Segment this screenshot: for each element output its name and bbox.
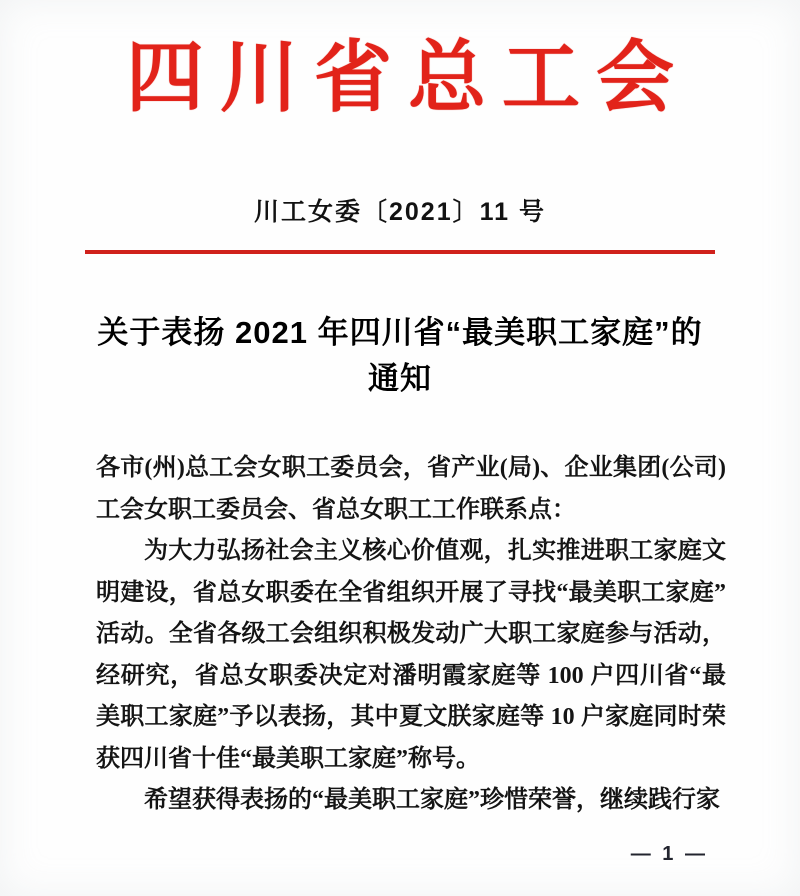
main-paragraph: 为大力弘扬社会主义核心价值观，扎实推进职工家庭文明建设，省总女职委在全省组织开展了寻找“最美职工家庭”活动。全省各级工会组织积极发动广大职工家庭参与活动，经研究，省总女职委决定对潘明霞家庭等 100 户四川省“最美职工家庭”予以表扬，其中夏文朕家庭等 10 户家庭同时荣获四川省十佳“最美职工家庭”称号。 — [96, 538, 726, 772]
document-title-line2: 通知 — [368, 361, 432, 396]
document-number: 川工女委〔2021〕11 号 — [254, 198, 546, 226]
document-body — [96, 448, 726, 822]
document-title-line1: 关于表扬 2021 年四川省“最美职工家庭”的 — [97, 315, 703, 350]
red-divider-line — [85, 250, 715, 254]
document-title — [0, 310, 800, 402]
page-number: — 1 — — [630, 843, 708, 865]
addressee-paragraph: 各市(州)总工会女职工委员会，省产业(局)、企业集团(公司)工会女职工委员会、省总女职工工作联系点： — [96, 455, 726, 523]
closing-paragraph: 希望获得表扬的“最美职工家庭”珍惜荣誉，继续践行家 — [144, 787, 720, 813]
masthead-title: 四川省总工会 — [125, 34, 690, 121]
